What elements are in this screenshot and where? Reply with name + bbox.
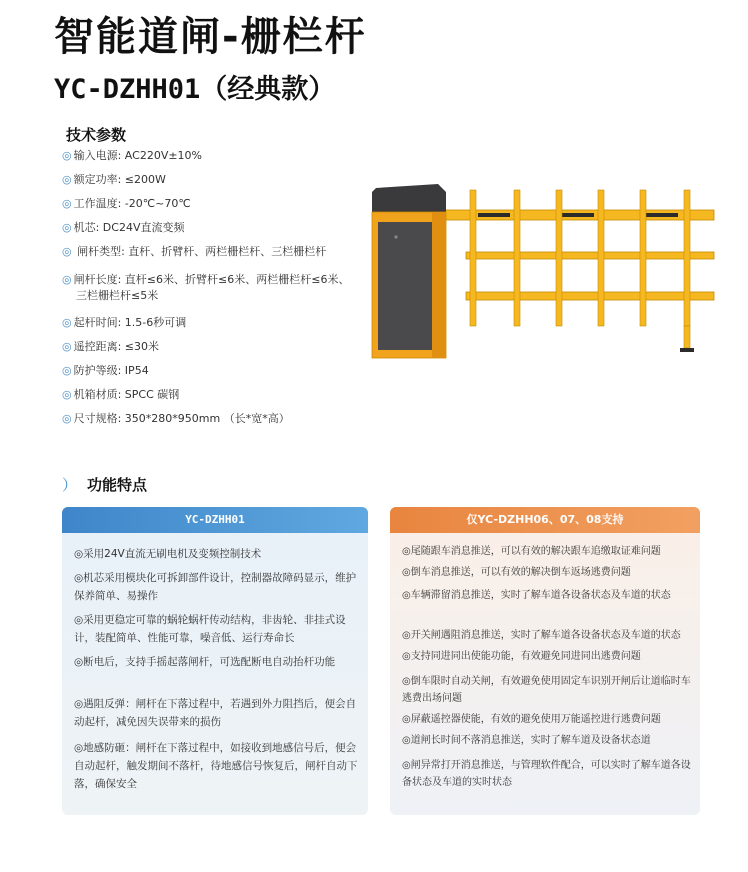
feature-item: ◎支持同进同出使能功能，有效避免同进同出逃费问题 [402,651,641,662]
arm-post [470,190,476,326]
spec-text: 机箱材质: SPCC 碳钢 [73,388,180,401]
bullet-icon: ◎ [62,173,72,186]
spec-text: 闸杆长度: 直杆≤6米、折臂杆≤6米、两栏栅栏杆≤6米、 [73,273,350,286]
features-heading-text: 功能特点 [87,476,148,494]
spec-text: 闸杆类型: 直杆、折臂杆、两栏栅栏杆、三栏栅栏杆 [73,245,327,258]
cabinet-panel [378,222,434,350]
spec-item-arm-length [62,272,349,304]
feature-item: ◎机芯采用模块化可拆卸部件设计，控制器故障码显示，维护保养简单、易操作 [74,572,357,602]
spec-item-material [62,387,179,403]
feature-item: ◎道闸长时间不落消息推送，实时了解车道及设备状态道 [402,735,651,746]
spec-text: 输入电源: AC220V±10% [73,149,203,162]
arm-post [684,190,690,326]
spec-item-power [62,148,202,164]
feature-item: ◎开关闸遇阻消息推送，实时了解车道各设备状态及车道的状态 [402,630,681,641]
spec-text: 额定功率: ≤200W [73,173,166,186]
spec-text: 防护等级: IP54 [73,364,149,377]
spec-text: 尺寸规格: 350*280*950mm （长*宽*高） [73,412,290,425]
arm-support-base [680,348,694,352]
features-heading [62,474,147,495]
feature-item: ◎屏蔽遥控器使能，有效的避免使用万能遥控进行逃费问题 [402,714,661,725]
arm-support-foot [684,326,690,348]
spec-item-lift-time [62,315,186,331]
bullet-icon: ◎ [62,340,72,353]
arm-post [640,190,646,326]
spec-item-temperature [62,196,191,212]
bullet-icon: ◎ [62,364,72,377]
feature-item: ◎遇阻反弹：闸杆在下落过程中，若遇到外力阻挡后，便会自动起杆，减免因失误带来的损伤 [74,698,357,728]
feature-item: ◎闸异常打开消息推送，与管理软件配合，可以实时了解车道各设备状态及车道的实时状态 [402,760,691,788]
arm-top-stripe-1 [478,213,510,217]
spec-text: 工作温度: -20℃~70℃ [73,197,191,210]
spec-item-core [62,220,185,236]
bullet-icon: ◎ [62,316,72,329]
feature-item: ◎断电后，支持手摇起落闸杆，可选配断电自动抬杆功能 [74,656,336,668]
specs-heading: 技术参数 [66,126,127,144]
feature-card-standard [62,507,368,815]
spec-text: 遥控距离: ≤30米 [73,340,160,353]
spec-item-arm-type [62,244,326,260]
spec-text-continued: 三栏栅栏杆≤5米 [76,289,159,302]
spec-item-remote-range [62,339,159,355]
feature-item: ◎采用24V直流无刷电机及变频控制技术 [74,548,262,560]
bullet-icon: ◎ [62,412,72,425]
card-header: YC-DZHH01 [62,507,368,533]
arm-post [514,190,520,326]
spec-item-rated-power [62,172,166,188]
feature-item: ◎尾随跟车消息推送，可以有效的解决跟车追缴取证难问题 [402,546,661,557]
page-title: 智能道闸-栅栏杆 [54,14,367,60]
arm-post [598,190,604,326]
arm-bottom-bar [466,292,714,300]
spec-text: 机芯: DC24V直流变频 [73,221,185,234]
feature-item: ◎车辆滞留消息推送，实时了解车道各设备状态及车道的状态 [402,590,671,601]
arm-top-stripe-2 [562,213,594,217]
cabinet-lock [394,235,397,238]
bullet-icon: ◎ [62,388,72,401]
spec-item-dimensions [62,411,290,427]
arm-top-stripe-3 [646,213,678,217]
bullet-icon: ◎ [62,245,72,258]
cabinet-side [432,212,446,358]
feature-card-advanced [390,507,700,815]
barrier-gate-image [370,182,720,362]
spec-text: 起杆时间: 1.5-6秒可调 [73,316,187,329]
model-subtitle: YC-DZHH01（经典款） [54,74,336,105]
feature-item: ◎地感防砸：闸杆在下落过程中，如接收到地感信号后，便会自动起杆，触发期间不落杆，待地感信号恢复后，闸杆自动下落，确保安全 [74,742,358,790]
bullet-icon: ◎ [62,273,72,286]
arm-post [556,190,562,326]
spec-item-protection [62,363,149,379]
bullet-icon: ◎ [62,197,72,210]
bracket-icon: ） [62,476,78,494]
feature-item: ◎倒车消息推送，可以有效的解决倒车返场逃费问题 [402,567,631,578]
bullet-icon: ◎ [62,221,72,234]
card-header: 仅YC-DZHH06、07、08支持 [390,507,700,533]
cabinet-top [372,184,446,212]
feature-item: ◎倒车限时自动关闸，有效避免使用固定车识别开闸后让道临时车逃费出场问题 [402,676,691,704]
arm-middle-bar [466,252,714,259]
bullet-icon: ◎ [62,149,72,162]
feature-item: ◎采用更稳定可靠的蜗轮蜗杆传动结构，非齿轮、非挂式设计，装配简单、性能可靠，噪音低、运行寿命长 [74,614,346,644]
